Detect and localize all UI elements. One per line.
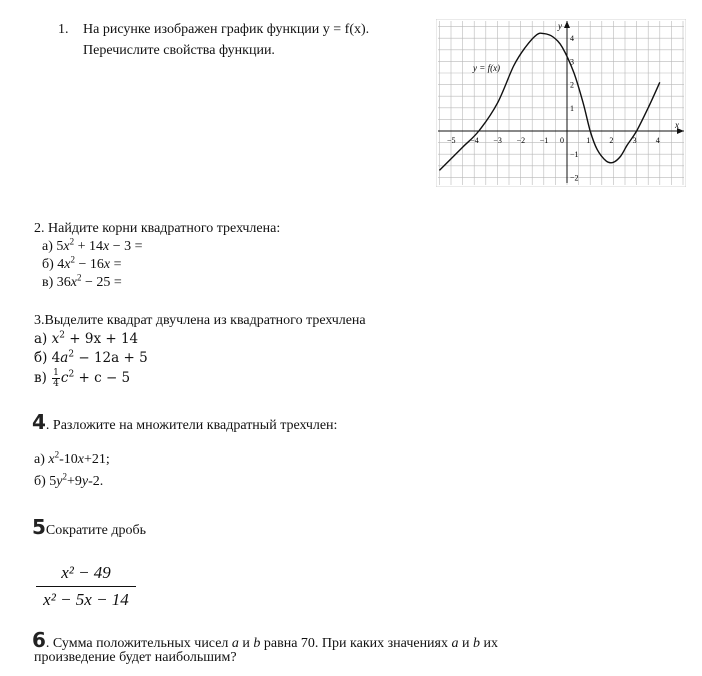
y-tick-label: 3 [570, 57, 574, 67]
task3-title: 3.Выделите квадрат двучлена из квадратного трехчлена [34, 313, 366, 328]
x-tick-label: 1 [586, 136, 591, 145]
x-tick-label: 4 [655, 136, 660, 145]
handwritten-number-5: 5 [32, 515, 46, 539]
task6-line2: произведение будет наибольшим? [34, 650, 237, 665]
task1-line1: На рисунке изображен график функции y = f(x). [83, 22, 370, 37]
fraction-numerator: x² − 49 [61, 563, 111, 582]
fraction-denominator: x² − 5x − 14 [43, 590, 129, 609]
function-label: y = f(x) [473, 63, 501, 73]
x-tick-label: −1 [539, 136, 549, 145]
handwritten-number-4: 4 [32, 410, 46, 434]
task5-fraction [36, 563, 136, 610]
y-tick-label: 4 [570, 34, 574, 44]
y-axis-label: y [558, 21, 562, 31]
task2-item-b: б) $4x^2 - 16x$ = [42, 254, 122, 272]
y-tick-label: −1 [570, 150, 579, 160]
task2-item-a: а) $5x^2 + 14x - 3$ = [42, 236, 143, 254]
task6-line1: 6. Сумма положительных чисел a и b равна 70. При каких значениях a и b их [32, 628, 498, 652]
task1-number: 1. [58, 22, 69, 37]
x-axis-label: x [675, 120, 679, 130]
task4-item-a: а) $x^2-10x+21$; [34, 449, 110, 467]
task4-item-b: б) $5y^2+9y-2$. [34, 471, 104, 489]
task3-item-b: б) $4a^2 - 12a + 5$ [34, 349, 148, 366]
task1-line2: Перечислите свойства функции. [83, 43, 275, 58]
task4-title: 4. Разложите на множители квадратный трехчлен: [32, 410, 338, 434]
task2-item-c: в) $36x^2 - 25$ = [42, 272, 122, 290]
function-graph [436, 19, 686, 187]
x-tick-label: 3 [632, 136, 637, 145]
x-tick-label: −2 [516, 136, 526, 145]
x-tick-label: 2 [609, 136, 614, 145]
x-tick-label: −5 [447, 136, 456, 145]
x-tick-label: −4 [470, 136, 479, 145]
one-quarter-fraction: $\frac{1}{4}$ [53, 368, 59, 389]
task3-item-c: в) $\frac{1}{4}$ $c^2 + c - 5$ [34, 368, 131, 389]
task3-item-a: а) $x^2 + 9x + 14$ [34, 330, 139, 347]
y-tick-label: 1 [570, 103, 574, 113]
fraction-bar [36, 586, 136, 587]
x-tick-label: −3 [493, 136, 502, 145]
task5-title: 5Сократите дробь [32, 515, 146, 539]
y-tick-label: −2 [570, 173, 579, 183]
handwritten-number-6: 6 [32, 628, 46, 652]
x-tick-label: 0 [560, 136, 564, 145]
y-tick-label: 2 [570, 80, 574, 90]
task2-title: 2. Найдите корни квадратного трехчлена: [34, 221, 281, 236]
